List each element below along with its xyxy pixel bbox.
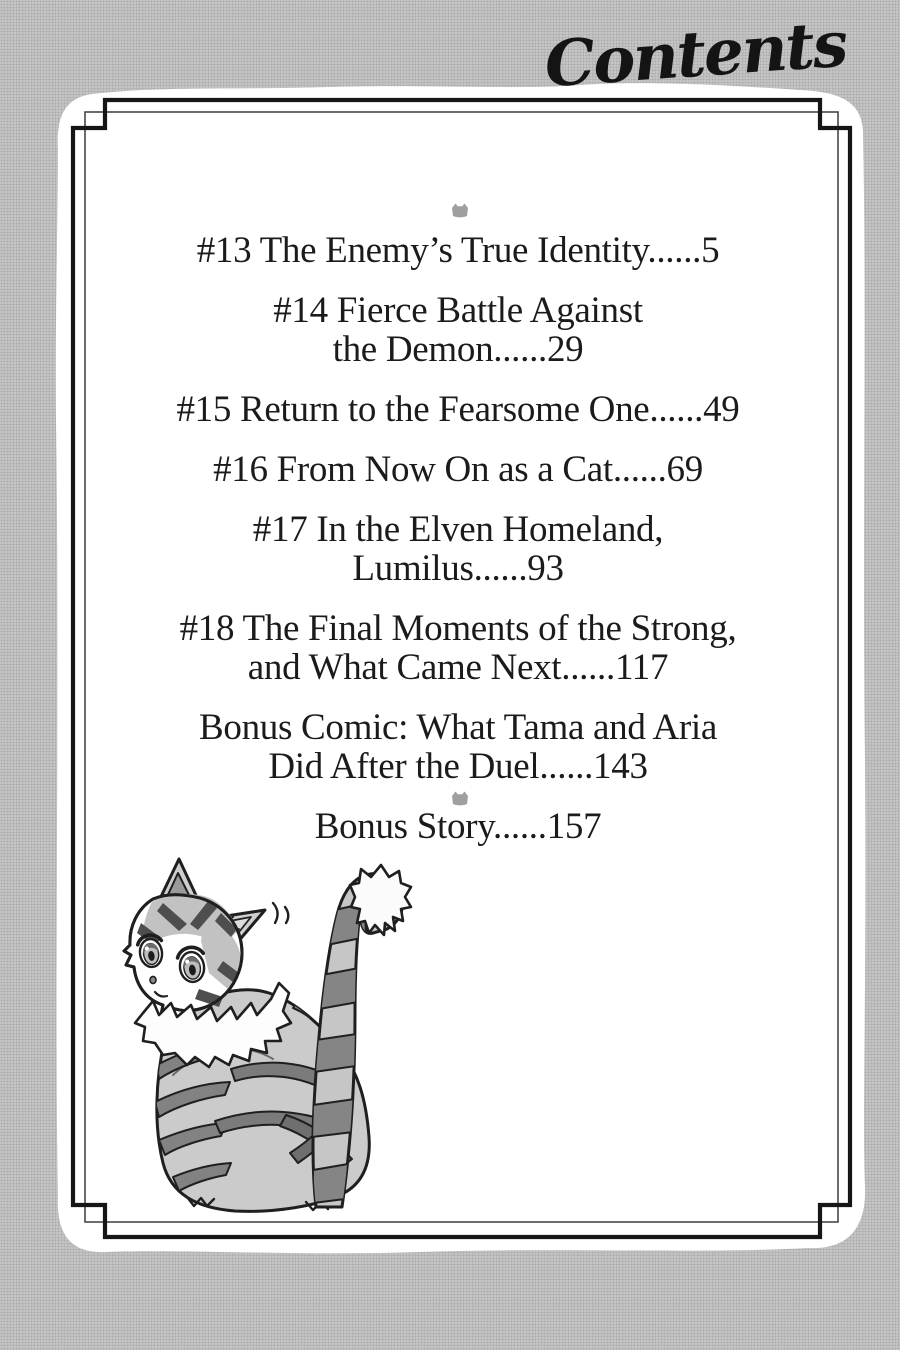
toc-entry-bonus-comic — [58, 708, 858, 786]
toc-entry-line: #18 The Final Moments of the Strong, — [179, 608, 737, 649]
toc-entry-13 — [58, 231, 858, 270]
toc-entry-16 — [58, 450, 858, 489]
toc-entry-line: and What Came Next......117 — [247, 647, 669, 688]
toc-entry-line: Bonus Story......157 — [314, 806, 602, 847]
toc-entry-17 — [58, 510, 858, 588]
page-title: Contents — [542, 6, 849, 102]
toc-entry-line: Did After the Duel......143 — [268, 746, 648, 787]
toc-entry-line: #17 In the Elven Homeland, — [252, 509, 664, 550]
toc-entry-15 — [58, 390, 858, 429]
cat-illustration — [103, 853, 415, 1219]
cat-nose — [150, 976, 156, 983]
toc-entry-14 — [58, 291, 858, 369]
toc-entry-line: #13 The Enemy’s True Identity......5 — [196, 230, 720, 271]
cat-head-icon — [451, 202, 469, 218]
toc-entry-bonus-story — [58, 807, 858, 846]
toc-entry-line: #15 Return to the Fearsome One......49 — [176, 389, 740, 430]
toc-entry-line: Lumilus......93 — [352, 548, 564, 589]
toc-entry-line: Bonus Comic: What Tama and Aria — [198, 707, 718, 748]
toc-entry-line: #16 From Now On as a Cat......69 — [213, 449, 703, 490]
motion-marks — [273, 903, 288, 923]
toc-entry-18 — [58, 609, 858, 687]
toc-entry-line: the Demon......29 — [332, 329, 584, 370]
table-of-contents — [58, 231, 858, 846]
toc-entry-line: #14 Fierce Battle Against — [273, 290, 643, 331]
